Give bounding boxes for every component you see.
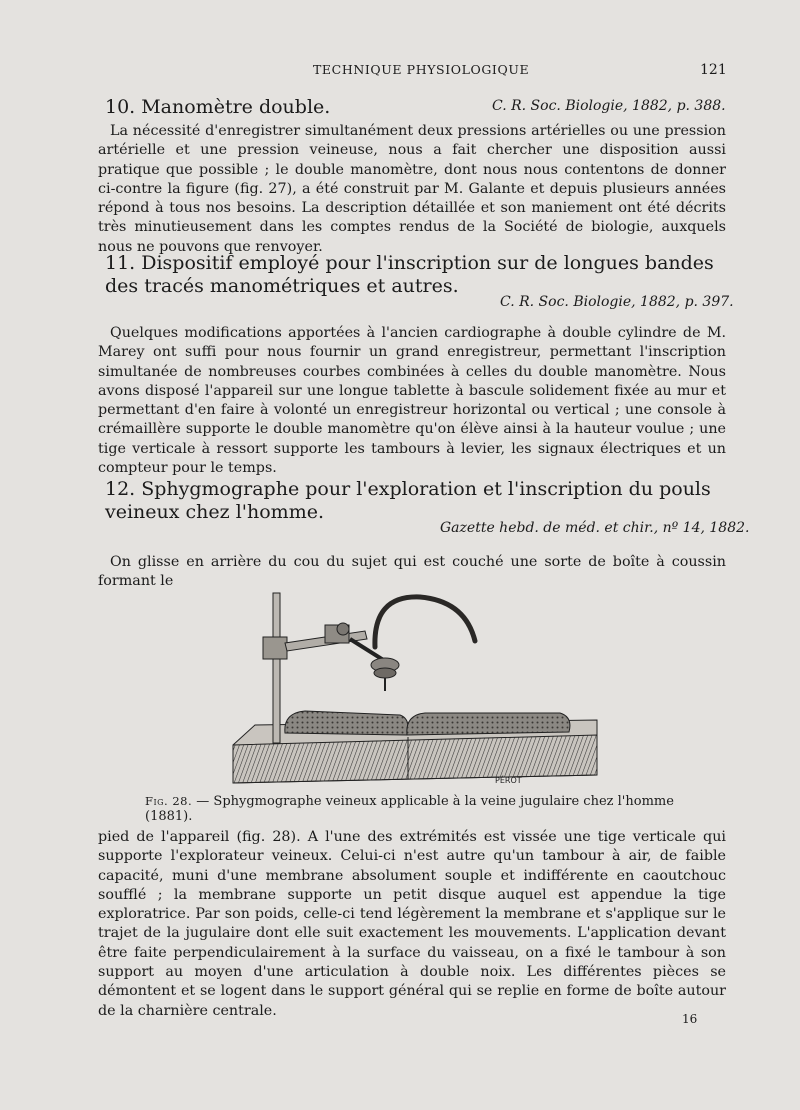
- engraver-signature: PÉROT: [495, 776, 522, 785]
- section-11-number: 11.: [105, 252, 136, 274]
- section-12-paragraph-after: pied de l'appareil (fig. 28). A l'une des extrémités est vissée une tige verticale qui supporte l'explorateur veineux. Celui-ci n'est autre qu'un tambour à air, de faible capacité, muni d'une membrane absolument souple et indifférente en caoutchouc soufflé ; la membrane supporte un petit disque auquel est appendue la tige exploratrice. Par son poids, celle-ci tend légèrement la membrane et s'applique sur le trajet de la jugulaire dont elle suit exactement les mouvements. L'application devant être faite perpendiculairement à la surface du vaisseau, on a fixé le tambour à son support au moyen d'une articulation à double noix. Les différentes pièces se démontent et se logent dans le support général qui se replie en forme de boîte autour de la charnière centrale.: [98, 829, 726, 1019]
- figure-caption: [145, 794, 705, 824]
- section-11-body: [98, 324, 726, 478]
- section-10-reference: C. R. Soc. Biologie, 1882, p. 388.: [492, 98, 726, 114]
- cushion-pads: [285, 711, 570, 735]
- section-11-title: Dispositif employé pour l'inscription sur de longues bandes des tracés manométriques et autres.: [105, 252, 714, 297]
- section-11-reference: C. R. Soc. Biologie, 1882, p. 397.: [500, 294, 734, 310]
- section-10-number: 10.: [105, 96, 136, 118]
- section-12-paragraph-before: On glisse en arrière du cou du sujet qui est couché une sorte de boîte à coussin formant le: [98, 554, 726, 590]
- running-header: [0, 62, 800, 80]
- section-12-number: 12.: [105, 478, 136, 500]
- figure-label: Fig. 28.: [145, 794, 193, 808]
- section-12-reference: Gazette hebd. de méd. et chir., nº 14, 1882.: [440, 520, 750, 536]
- section-12-title: Sphygmographe pour l'exploration et l'inscription du pouls veineux chez l'homme.: [105, 478, 711, 523]
- section-11-heading: [105, 252, 725, 298]
- rubber-tube: [375, 597, 475, 647]
- section-12-heading: [105, 478, 725, 524]
- figure-caption-text: — Sphygmographe veineux applicable à la veine jugulaire chez l'homme (1881).: [145, 794, 674, 824]
- signature-mark: 16: [682, 1012, 698, 1026]
- section-11-paragraph: Quelques modifications apportées à l'ancien cardiographe à double cylindre de M. Marey ont suffi pour nous fournir un grand enregistreur, permettant l'inscription simultanée de nombreuses courbes combinées à celles du double manomètre. Nous avons disposé l'appareil sur une longue tablette à bascule solidement fixée au mur et permettant d'en faire à volonté un enregistreur horizontal ou vertical ; une console à crémaillère supporte le double manomètre qu'on élève ainsi à la hauteur voulue ; une tige verticale à ressort supporte les tambours à levier, les signaux électriques et un compteur pour le temps.: [98, 325, 726, 477]
- air-tambour: [371, 658, 399, 691]
- double-noix-joint: [285, 623, 385, 661]
- page-number: 121: [700, 62, 727, 78]
- section-10-body: [98, 122, 726, 257]
- section-10-title: Manomètre double.: [141, 96, 331, 118]
- section-10-paragraph: La nécessité d'enregistrer simultanément deux pressions artérielles ou une pression artérielle et une pression veineuse, nous a fait chercher une disposition aussi pratique que possible ; le double manomètre, dont nous nous contentons de donner ci-contre la figure (fig. 27), a été construit par M. Galante et depuis plusieurs années répond à tous nos besoins. La description détaillée et son maniement ont été décrits très minutieusement dans les comptes rendus de la Société de biologie, auxquels nous ne pouvons que renvoyer.: [98, 123, 726, 255]
- section-12-body-after: [98, 828, 726, 1021]
- vertical-rod: [263, 593, 287, 743]
- running-title: TECHNIQUE PHYSIOLOGIQUE: [313, 62, 530, 77]
- sphygmograph-illustration: [225, 585, 605, 790]
